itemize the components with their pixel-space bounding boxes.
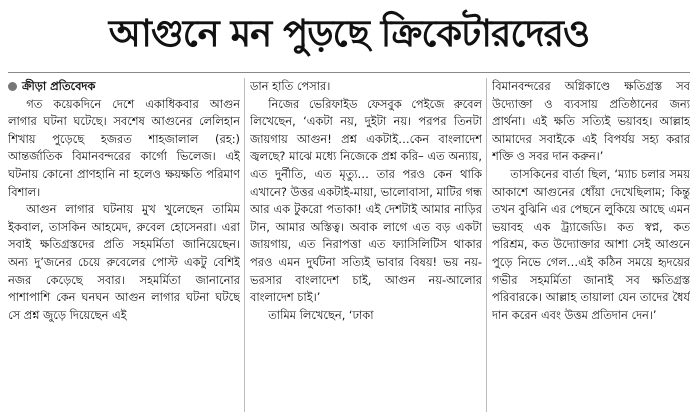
headline: আগুনে মন পুড়ছে ক্রিকেটারদেরও	[108, 11, 590, 55]
paragraph: তামিম লিখেছেন, ‘ঢাকা	[268, 307, 374, 322]
headline-divider	[8, 72, 690, 73]
paragraph: তাসকিনের বার্তা ছিল, ‘ম্যাচ চলার সময় আকাশে আগুনের ধোঁয়া দেখেছিলাম; কিন্তু তখন বুঝিনি এর পেছনে লুকিয়ে আছে এমন ভয়াবহ এক ট্র্যাজেডি। কত স্বপ্ন, কত পরিশ্রম, কত উদ্যোক্তার আশা সেই আগুনে পুড়ে নিভে গেল…এই কঠিন সময়ে হৃদয়ের গভীর সহমর্মিতা জানাই সব ক্ষতিগ্রস্ত পরিবারকে। আল্লাহ তায়ালা যেন তাদের ধৈর্য দান করেন এবং উত্তম প্রতিদান দেন।’	[492, 166, 690, 322]
bullet-icon	[8, 82, 17, 91]
paragraph: নিজের ভেরিফাইড ফেসবুক পেইজে রুবেল লিখেছেন, ‘একটা নয়, দুইটা নয়। পরপর তিনটা জায়গায় আগুন! প্রশ্ন একটাই…কেন বাংলাদেশ জ্বলছে? মাঝে মধ্যে নিজেকে প্রশ্ন করি– এত অন্যায়, এত দুর্নীতি, এত মৃত্যু… তার পরও কেন থাকি এখানে? উত্তর একটাই-মায়া, ভালোবাসা, মাটির গন্ধ আর এক টুকরো পতাকা! এই দেশটাই আমার নাড়ির টান, আমার অস্তিত্ব। অবাক লাগে এত বড় একটা জায়গায়, এত নিরাপত্তা এত ফ্যাসিলিটিস থাকার পরও এমন দুর্ঘটনা সত্যিই ভাবার বিষয়! ভয় নয়-ভরসার বাংলাদেশ চাই, আগুন নয়-আলোর বাংলাদেশ চাই।’	[250, 96, 482, 305]
article-column-3	[492, 78, 690, 412]
byline-text: ক্রীড়া প্রতিবেদক	[22, 79, 96, 93]
column-divider	[486, 78, 487, 412]
paragraph: ডান হাতি পেসার।	[250, 79, 331, 93]
paragraph: আগুন লাগার ঘটনায় মুখ খুলেছেন তামিম ইকবাল, তাসকিন আহমেদ, রুবেল হোসেনরা। এরা সবাই ক্ষতিগ্রস্তদের প্রতি সহমর্মিতা জানিয়েছেন। অন্য দু’জনের চেয়ে রুবেলের পোস্ট একটু বেশিই নজর কেড়েছে সবার। সহমর্মিতা জানানোর পাশাপাশি কেন ঘনঘন আগুন লাগার ঘটনা ঘটছে সে প্রশ্ন জুড়ে দিয়েছেন এই	[8, 202, 240, 322]
paragraph: বিমানবন্দরের অগ্নিকাণ্ডে ক্ষতিগ্রস্ত সব উদ্যোক্তা ও ব্যবসায় প্রতিষ্ঠানের জন্য প্রার্থনা। এই ক্ষতি সত্যিই ভয়াবহ। আল্লাহ আমাদের সবাইকে এই বিপর্যয় সহ্য করার শক্তি ও সবর দান করুন।’	[492, 79, 690, 164]
column-divider	[244, 78, 245, 412]
article-column-1	[8, 78, 240, 412]
byline	[8, 78, 240, 96]
article-column-2	[250, 78, 482, 412]
paragraph: গত কয়েকদিনে দেশে একাধিকবার আগুন লাগার ঘটনা ঘটেছে। সবশেষ আগুনের লেলিহান শিখায় পুড়েছে হজরত শাহজালাল (রহ:) আন্তর্জাতিক বিমানবন্দরের কার্গো ভিলেজ। এই ঘটনায় কোনো প্রাণহানি না হলেও ক্ষয়ক্ষতি পরিমাণ বিশাল।	[8, 96, 240, 199]
